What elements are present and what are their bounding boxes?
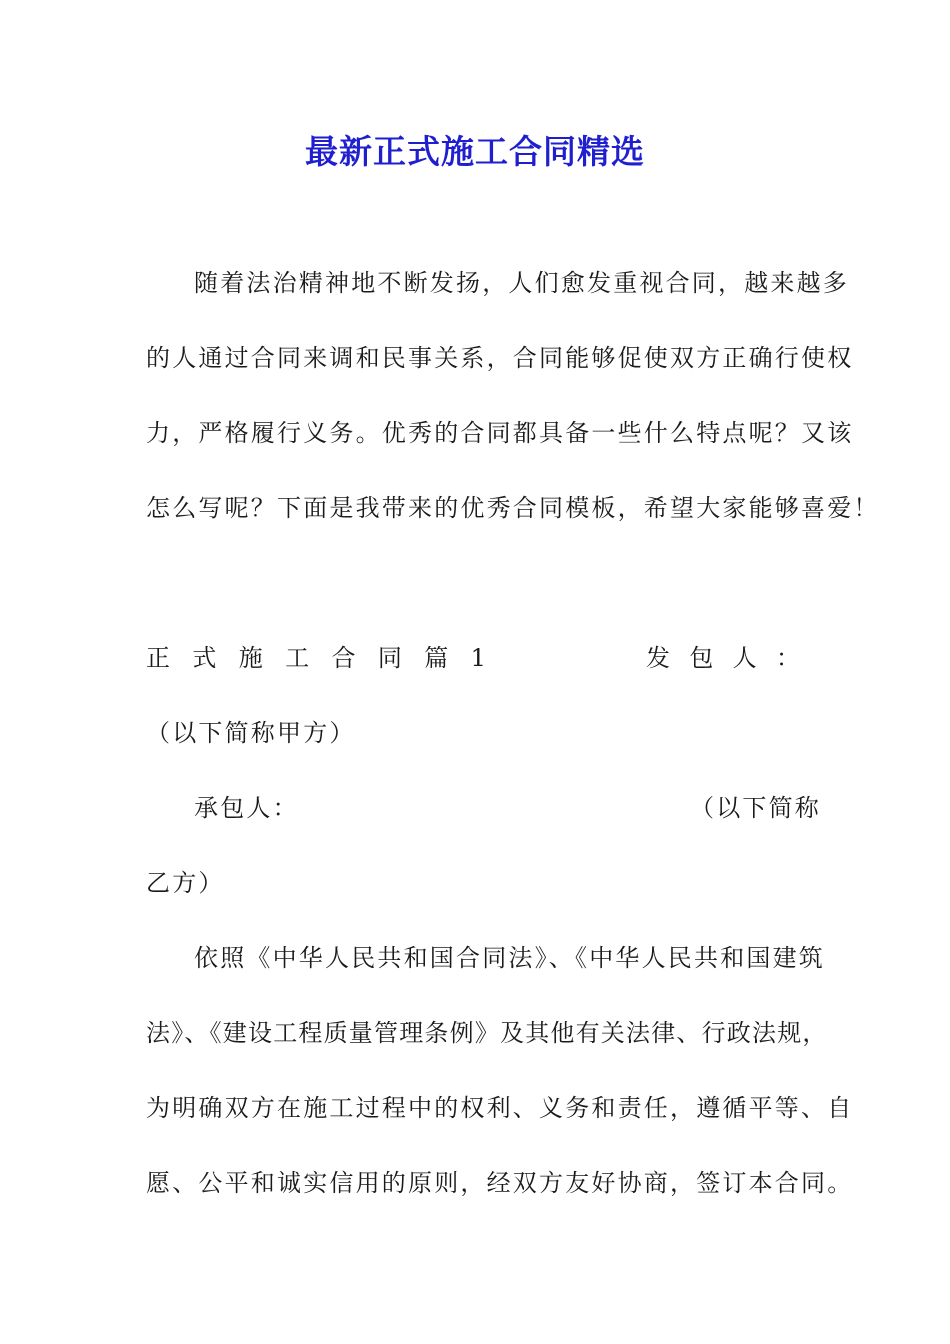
intro-line-1: 随着法治精神地不断发扬，人们愈发重视合同，越来越多	[194, 269, 849, 297]
section-heading-char: 施	[238, 644, 263, 672]
section-heading-char: 工	[285, 644, 310, 672]
section-heading-char: 同	[377, 644, 402, 672]
basis-line-2: 法》、《建设工程质量管理条例》及其他有关法律、行政法规，	[146, 1019, 828, 1047]
party-a-label	[646, 643, 800, 673]
intro-line-4: 怎么写呢？下面是我带来的优秀合同模板，希望大家能够喜爱！	[146, 494, 880, 522]
party-a-label-char: 人	[732, 644, 757, 672]
section-heading-char: 正	[146, 644, 170, 672]
basis-line-4: 愿、公平和诚实信用的原则，经双方友好协商，签订本合同。	[146, 1169, 854, 1197]
section-heading-char: 式	[192, 644, 217, 672]
party-a-label-char: 发	[646, 644, 670, 672]
intro-line-2: 的人通过合同来调和民事关系，合同能够促使双方正确行使权	[146, 344, 854, 372]
document-title: 最新正式施工合同精选	[305, 132, 645, 171]
basis-line-3: 为明确双方在施工过程中的权利、义务和责任，遵循平等、自	[146, 1094, 854, 1122]
party-b-note-end: 乙方）	[146, 869, 225, 897]
section-heading	[146, 643, 486, 673]
intro-line-3: 力，严格履行义务。优秀的合同都具备一些什么特点呢？又该	[146, 419, 854, 447]
section-heading-char: 篇	[424, 644, 449, 672]
party-a-label-char: 包	[689, 644, 714, 672]
party-a-note: （以下简称甲方）	[146, 719, 356, 747]
basis-line-1: 依照《中华人民共和国合同法》、《中华人民共和国建筑	[194, 944, 825, 972]
section-heading-char: 1	[470, 644, 486, 672]
party-b-note-start: （以下简称	[690, 794, 821, 822]
section-heading-char: 合	[331, 644, 356, 672]
party-a-label-char: ：	[775, 644, 800, 672]
party-b-label: 承包人：	[194, 794, 299, 822]
